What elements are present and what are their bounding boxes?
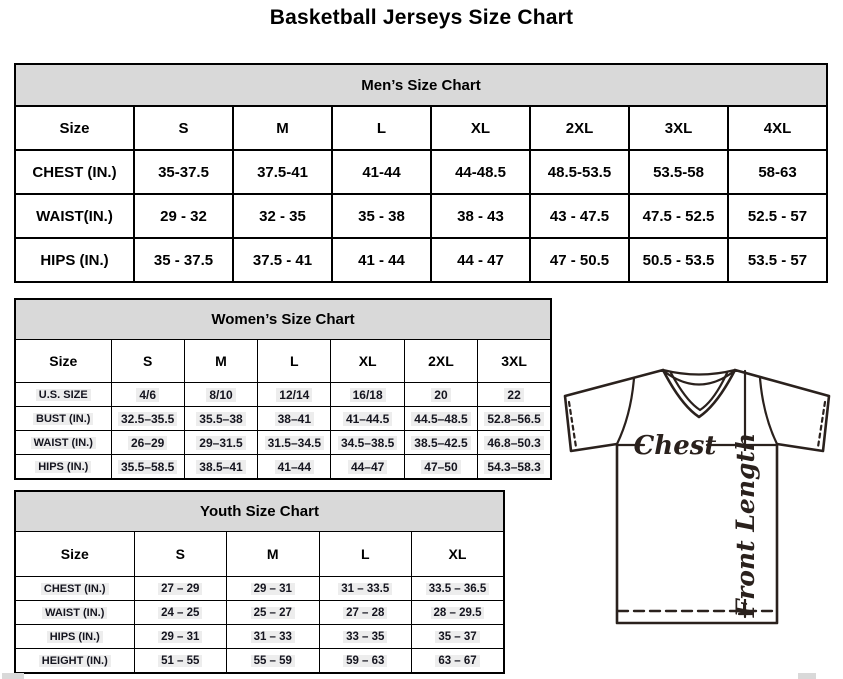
- value-cell: 8/10: [184, 383, 257, 407]
- value-cell: 55 – 59: [227, 649, 320, 674]
- value-cell: 22: [478, 383, 551, 407]
- jersey-measurement-diagram: [555, 355, 843, 645]
- value-cell: 38.5–41: [184, 455, 257, 480]
- column-header: S: [134, 106, 233, 150]
- column-header: L: [332, 106, 431, 150]
- column-header: 4XL: [728, 106, 827, 150]
- value-cell: 59 – 63: [319, 649, 412, 674]
- column-header: Size: [15, 106, 134, 150]
- column-header: Size: [15, 340, 111, 383]
- row-label: BUST (IN.): [15, 407, 111, 431]
- value-cell: 53.5 - 57: [728, 238, 827, 282]
- womens-table-title: Women’s Size Chart: [15, 299, 551, 340]
- value-cell: 35.5–38: [184, 407, 257, 431]
- value-cell: 44-48.5: [431, 150, 530, 194]
- value-cell: 12/14: [258, 383, 331, 407]
- table-row: [15, 649, 504, 674]
- column-header: S: [134, 532, 227, 577]
- value-cell: 44 - 47: [431, 238, 530, 282]
- table-row: [15, 150, 827, 194]
- value-cell: 47–50: [404, 455, 477, 480]
- value-cell: 35-37.5: [134, 150, 233, 194]
- value-cell: 35 - 38: [332, 194, 431, 238]
- value-cell: 33 – 35: [319, 625, 412, 649]
- mens-table-title: Men’s Size Chart: [15, 64, 827, 106]
- table-row: [15, 601, 504, 625]
- value-cell: 43 - 47.5: [530, 194, 629, 238]
- value-cell: 25 – 27: [227, 601, 320, 625]
- mens-size-chart-table: [14, 63, 828, 283]
- page-artifact-left: [2, 673, 24, 679]
- row-label: CHEST (IN.): [15, 577, 134, 601]
- table-row: [15, 431, 551, 455]
- value-cell: 48.5-53.5: [530, 150, 629, 194]
- value-cell: 34.5–38.5: [331, 431, 404, 455]
- value-cell: 53.5-58: [629, 150, 728, 194]
- value-cell: 52.8–56.5: [478, 407, 551, 431]
- value-cell: 52.5 - 57: [728, 194, 827, 238]
- value-cell: 35 – 37: [412, 625, 505, 649]
- value-cell: 54.3–58.3: [478, 455, 551, 480]
- column-header: 2XL: [404, 340, 477, 383]
- value-cell: 41 - 44: [332, 238, 431, 282]
- column-header: M: [184, 340, 257, 383]
- front-length-label: Front Length: [731, 432, 760, 618]
- row-label: HEIGHT (IN.): [15, 649, 134, 674]
- row-label: CHEST (IN.): [15, 150, 134, 194]
- value-cell: 41–44: [258, 455, 331, 480]
- value-cell: 26–29: [111, 431, 184, 455]
- value-cell: 35 - 37.5: [134, 238, 233, 282]
- value-cell: 32 - 35: [233, 194, 332, 238]
- youth-header-row: [15, 532, 504, 577]
- row-label: HIPS (IN.): [15, 455, 111, 480]
- value-cell: 31 – 33: [227, 625, 320, 649]
- value-cell: 38.5–42.5: [404, 431, 477, 455]
- collar-back-line: [663, 370, 735, 375]
- row-label: HIPS (IN.): [15, 625, 134, 649]
- table-row: [15, 238, 827, 282]
- value-cell: 63 – 67: [412, 649, 505, 674]
- value-cell: 16/18: [331, 383, 404, 407]
- column-header: XL: [431, 106, 530, 150]
- value-cell: 29 - 32: [134, 194, 233, 238]
- jersey-diagram-svg: [555, 355, 843, 645]
- value-cell: 58-63: [728, 150, 827, 194]
- value-cell: 44.5–48.5: [404, 407, 477, 431]
- value-cell: 50.5 - 53.5: [629, 238, 728, 282]
- value-cell: 41–44.5: [331, 407, 404, 431]
- womens-header-row: [15, 340, 551, 383]
- column-header: M: [227, 532, 320, 577]
- column-header: 3XL: [478, 340, 551, 383]
- value-cell: 51 – 55: [134, 649, 227, 674]
- value-cell: 46.8–50.3: [478, 431, 551, 455]
- value-cell: 33.5 – 36.5: [412, 577, 505, 601]
- column-header: Size: [15, 532, 134, 577]
- value-cell: 29 – 31: [134, 625, 227, 649]
- table-row: [15, 383, 551, 407]
- value-cell: 37.5-41: [233, 150, 332, 194]
- mens-header-row: [15, 106, 827, 150]
- column-header: XL: [331, 340, 404, 383]
- value-cell: 28 – 29.5: [412, 601, 505, 625]
- column-header: L: [319, 532, 412, 577]
- value-cell: 27 – 29: [134, 577, 227, 601]
- value-cell: 47.5 - 52.5: [629, 194, 728, 238]
- value-cell: 31.5–34.5: [258, 431, 331, 455]
- column-header: L: [258, 340, 331, 383]
- value-cell: 35.5–58.5: [111, 455, 184, 480]
- value-cell: 20: [404, 383, 477, 407]
- table-row: [15, 194, 827, 238]
- value-cell: 38–41: [258, 407, 331, 431]
- chest-label: Chest: [633, 431, 717, 461]
- table-row: [15, 455, 551, 480]
- table-row: [15, 577, 504, 601]
- table-row: [15, 625, 504, 649]
- value-cell: 44–47: [331, 455, 404, 480]
- youth-table-title: Youth Size Chart: [15, 491, 504, 532]
- value-cell: 31 – 33.5: [319, 577, 412, 601]
- row-label: WAIST(IN.): [15, 194, 134, 238]
- row-label: U.S. SIZE: [15, 383, 111, 407]
- value-cell: 24 – 25: [134, 601, 227, 625]
- column-header: M: [233, 106, 332, 150]
- value-cell: 29 – 31: [227, 577, 320, 601]
- row-label: WAIST (IN.): [15, 431, 111, 455]
- youth-size-chart-table: [14, 490, 505, 674]
- womens-size-chart-table: [14, 298, 552, 480]
- value-cell: 38 - 43: [431, 194, 530, 238]
- value-cell: 47 - 50.5: [530, 238, 629, 282]
- column-header: 2XL: [530, 106, 629, 150]
- value-cell: 27 – 28: [319, 601, 412, 625]
- row-label: HIPS (IN.): [15, 238, 134, 282]
- value-cell: 32.5–35.5: [111, 407, 184, 431]
- value-cell: 4/6: [111, 383, 184, 407]
- page-artifact-right: [798, 673, 816, 679]
- table-row: [15, 407, 551, 431]
- value-cell: 37.5 - 41: [233, 238, 332, 282]
- page-title: Basketball Jerseys Size Chart: [269, 6, 574, 29]
- column-header: XL: [412, 532, 505, 577]
- row-label: WAIST (IN.): [15, 601, 134, 625]
- column-header: S: [111, 340, 184, 383]
- column-header: 3XL: [629, 106, 728, 150]
- value-cell: 41-44: [332, 150, 431, 194]
- value-cell: 29–31.5: [184, 431, 257, 455]
